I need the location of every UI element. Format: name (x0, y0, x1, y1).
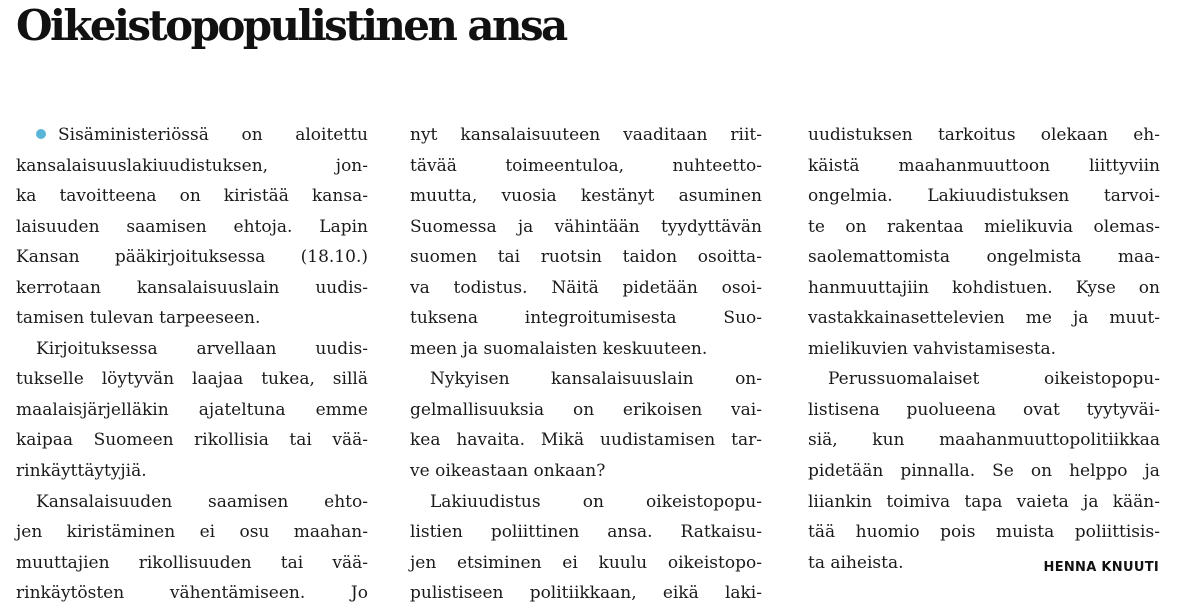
article-paragraph (808, 120, 1160, 364)
bullet-dot-icon (36, 129, 46, 139)
article-text-line: ongelmia. Lakiuudistuksen tarvoi- (808, 186, 1160, 207)
article-text-line: te on rakentaa mielikuvia olemas- (808, 216, 1160, 237)
article-text-line: Suomessa ja vähintään tyydyttävän (410, 216, 762, 237)
article-paragraph (16, 334, 368, 487)
article-column-2 (410, 120, 762, 609)
article-column-1 (16, 120, 368, 609)
article-text-line: kerrotaan kansalaisuuslain uudis- (16, 277, 368, 298)
article-text-line: Perussuomalaiset oikeistopopu- (828, 369, 1160, 390)
article-text-line: Kansalaisuuden saamisen ehto- (36, 491, 368, 512)
article-text-line: listisena puolueena ovat tyytyväi- (808, 399, 1160, 420)
article-text-line: rinkäyttäytyjiä. (16, 461, 147, 482)
article-text-line: käistä maahanmuuttoon liittyviin (808, 155, 1160, 176)
article-text-line: tamisen tulevan tarpeeseen. (16, 308, 261, 329)
article-text-line: tuksena integroitumisesta Suo- (410, 308, 762, 329)
article-text-line: muutta, vuosia kestänyt asuminen (410, 186, 762, 207)
article-text-line: Kansan pääkirjoituksessa (18.10.) (16, 247, 368, 268)
article-text-line: pidetään pinnalla. Se on helppo ja (808, 461, 1160, 482)
article-text-line: laisuuden saamisen ehtoja. Lapin (16, 216, 368, 237)
article-text-line: meen ja suomalaisten keskuuteen. (410, 338, 708, 359)
article-paragraph (410, 487, 762, 609)
article-text-line: ka tavoitteena on kiristää kansa- (16, 186, 368, 207)
article-text-line: kea havaita. Mikä uudistamisen tar- (410, 430, 762, 451)
article-text-line: tää huomio pois muista poliittisis- (808, 522, 1160, 543)
article-text-line: va todistus. Näitä pidetään osoi- (410, 277, 762, 298)
article-paragraph (16, 120, 368, 334)
article-text-line: tukselle löytyvän laajaa tukea, sillä (16, 369, 368, 390)
article-text-line: gelmallisuuksia on erikoisen vai- (410, 399, 762, 420)
article-paragraph (16, 487, 368, 609)
article-text-line: ta aiheista. (808, 552, 904, 573)
article-column-3 (808, 120, 1160, 578)
article-paragraph (410, 120, 762, 364)
article-text-line: muuttajien rikollisuuden tai vää- (16, 552, 368, 573)
article-text-line: tävää toimeentuloa, nuhteetto- (410, 155, 762, 176)
article-text-line: hanmuuttajiin kohdistuen. Kyse on (808, 277, 1160, 298)
article-text-line: ve oikeastaan onkaan? (410, 461, 606, 482)
article-text-line: liiankin toimiva tapa vaieta ja kään- (808, 491, 1160, 512)
article-text-line: saolemattomista ongelmista maa- (808, 247, 1160, 268)
article-text-line: mielikuvien vahvistamisesta. (808, 338, 1057, 359)
article-text-line: jen etsiminen ei kuulu oikeistopo- (410, 552, 762, 573)
article-text-line: Kirjoituksessa arvellaan uudis- (36, 338, 368, 359)
article-text-line: rinkäytösten vähentämiseen. Jo (16, 583, 368, 604)
article-paragraph (410, 364, 762, 486)
article-text-line: nyt kansalaisuuteen vaaditaan riit- (410, 125, 762, 145)
article-text-line: Nykyisen kansalaisuuslain on- (430, 369, 762, 390)
author-byline: HENNA KNUUTI (1043, 560, 1159, 575)
article-text-line: siä, kun maahanmuuttopolitiikkaa (808, 430, 1160, 451)
article-paragraph (808, 364, 1160, 578)
article-text-line: suomen tai ruotsin taidon osoitta- (410, 247, 762, 268)
article-text-line: vastakkainasettelevien me ja muut- (808, 308, 1160, 329)
article-text-line: kansalaisuuslakiuudistuksen, jon- (16, 155, 368, 176)
article-text-line: uudistuksen tarkoitus olekaan eh- (808, 125, 1160, 145)
article-text-line: jen kiristäminen ei osu maahan- (16, 522, 368, 543)
article-text-line: Sisäministeriössä on aloitettu (16, 120, 368, 151)
article-text-line: kaipaa Suomeen rikollisia tai vää- (16, 430, 368, 451)
article-headline: Oikeistopopulistinen ansa (16, 1, 566, 50)
article-text-line: Lakiuudistus on oikeistopopu- (430, 491, 762, 512)
article-text-line: pulistiseen politiikkaan, eikä laki- (410, 583, 762, 604)
article-text-line: listien poliittinen ansa. Ratkaisu- (410, 522, 762, 543)
article-text-line: maalaisjärjelläkin ajateltuna emme (16, 399, 368, 420)
